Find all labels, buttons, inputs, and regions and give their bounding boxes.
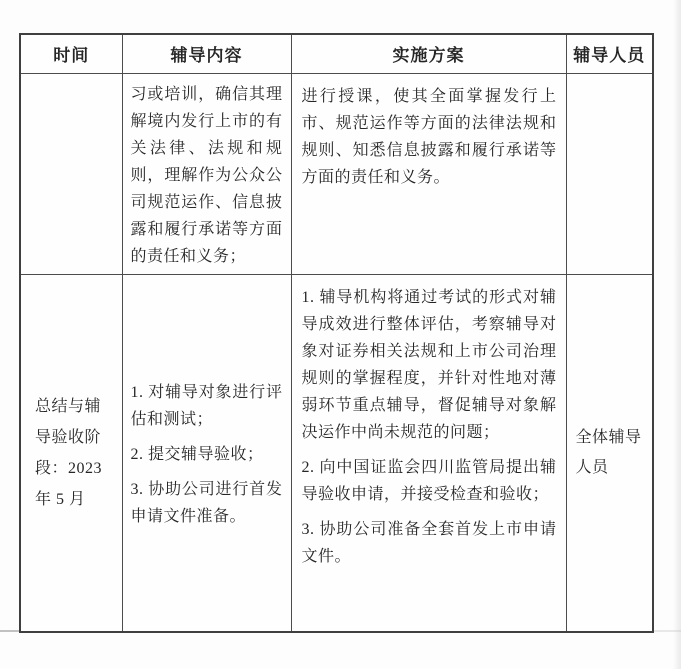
cell-content	[122, 274, 291, 632]
table-row-continuation	[20, 73, 653, 274]
scan-edge-shading	[673, 0, 681, 669]
paragraph: 3. 协助公司准备全套首发上市申请文件。	[301, 520, 557, 565]
coaching-schedule-table	[19, 33, 654, 633]
paragraph: 进行授课，使其全面掌握发行上市、规范运作等方面的法律法规和规则、知悉信息披露和履行承诺等方面的责任和义务。	[301, 87, 557, 186]
paragraph: 2. 向中国证监会四川监管局提出辅导验收申请，并接受检查和验收；	[301, 458, 557, 503]
cell-plan	[291, 274, 566, 632]
column-header-plan: 实施方案	[291, 34, 566, 73]
cell-plan	[291, 73, 566, 274]
paragraph: 习或培训，确信其理解境内发行上市的有关法律、法规和规则，理解作为公众公司规范运作、信息披露和履行承诺等方面的责任和义务；	[130, 85, 283, 265]
paragraph: 1. 辅导机构将通过考试的形式对辅导成效进行整体评估，考察辅导对象对证券相关法规和上市公司治理规则的掌握程度，并针对性地对薄弱环节重点辅导，督促辅导对象解决运作中尚未规范的问题；	[301, 288, 557, 441]
cell-staff: 全体辅导人员	[566, 274, 653, 632]
column-header-content: 辅导内容	[122, 34, 291, 73]
cell-content	[122, 73, 291, 274]
paragraph: 2. 提交辅导验收；	[130, 445, 264, 463]
cell-staff-empty	[566, 73, 653, 274]
column-header-time: 时间	[20, 34, 122, 73]
paragraph: 3. 协助公司进行首发申请文件准备。	[130, 480, 283, 525]
table-row-final-stage	[20, 274, 653, 632]
column-header-staff: 辅导人员	[566, 34, 653, 73]
cell-time: 总结与辅导验收阶段：2023 年 5 月	[20, 274, 122, 632]
paragraph: 1. 对辅导对象进行评估和测试；	[130, 383, 283, 428]
cell-time-empty	[20, 73, 122, 274]
header-row	[20, 34, 653, 73]
